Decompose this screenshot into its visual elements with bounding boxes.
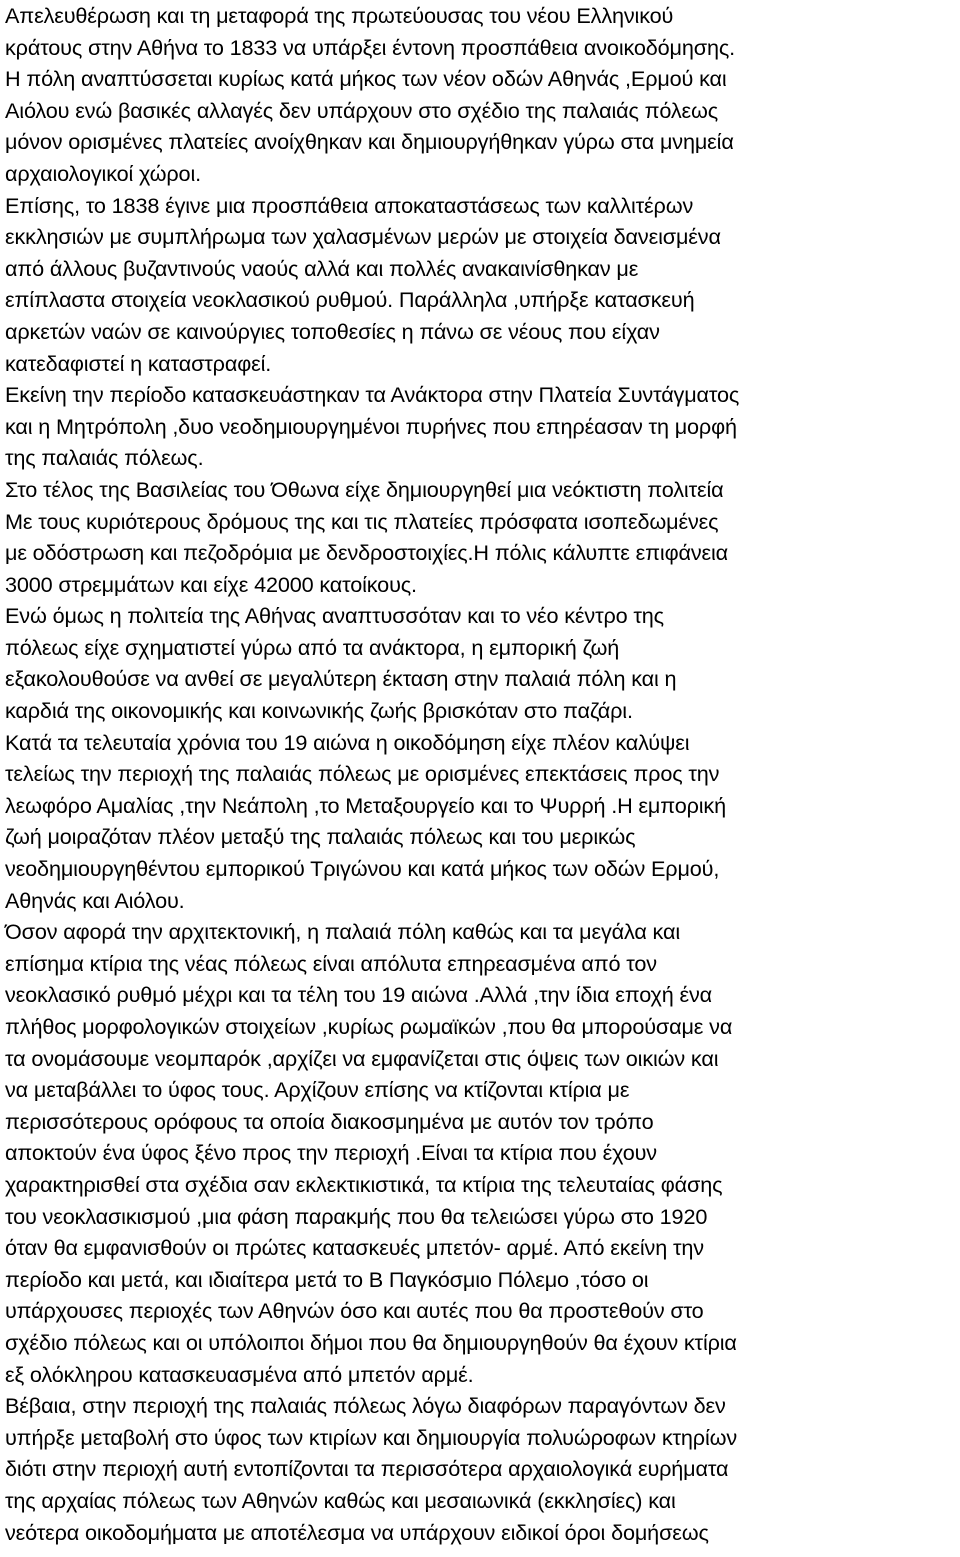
text-line: νεότερα οικοδομήματα με αποτέλεσμα να υπάρχουν ειδικοί όροι δομήσεως (5, 1519, 709, 1545)
text-line: Απελευθέρωση και τη μεταφορά της πρωτεύουσας του νέου Ελληνικού (5, 3, 674, 28)
text-line: και η Μητρόπολη ,δυο νεοδημιουργημένοι πυρήνες που επηρέασαν τη μορφή (5, 413, 737, 439)
text-line: υπήρξε μεταβολή στο ύφος των κτιρίων και δημιουργία πολυώροφων κτηρίων (5, 1424, 738, 1450)
text-line: του νεοκλασικισμού ,μια φάση παρακμής που θα τελειώσει γύρω στο 1920 (5, 1203, 708, 1229)
text-line: της αρχαίας πόλεως των Αθηνών καθώς και μεσαιωνικά (εκκλησίες) και (5, 1487, 676, 1513)
text-line: Επίσης, το 1838 έγινε μια προσπάθεια αποκαταστάσεως των καλλιτέρων (5, 192, 694, 218)
text-line: εξακολουθούσε να ανθεί σε μεγαλύτερη έκταση στην παλαιά πόλη και η (5, 666, 677, 692)
text-line: υπάρχουσες περιοχές των Αθηνών όσο και αυτές που θα προστεθούν στο (5, 1298, 704, 1324)
text-line: καρδιά της οικονομικής και κοινωνικής ζωής βρισκόταν στο παζάρι. (5, 698, 633, 724)
text-line: ζωή μοιραζόταν πλέον μεταξύ της παλαιάς πόλεως και του μερικώς (5, 824, 636, 850)
text-line: μόνον ορισμένες πλατείες ανοίχθηκαν και δημιουργήθηκαν γύρω στα μνημεία (5, 129, 734, 155)
text-line: να μεταβάλλει το ύφος τους. Αρχίζουν επίσης να κτίζονται κτίρια με (5, 1077, 630, 1103)
text-line: Αιόλου ενώ βασικές αλλαγές δεν υπάρχουν στο σχέδιο της παλαιάς πόλεως (5, 97, 719, 123)
text-line: τα ονομάσουμε νεομπαρόκ ,αρχίζει να εμφανίζεται στις όψεις των οικιών και (5, 1045, 719, 1071)
text-line: κράτους στην Αθήνα το 1833 να υπάρξει έντονη προσπάθεια ανοικοδόμησης. (5, 34, 736, 60)
text-line: αρκετών ναών σε καινούργιες τοποθεσίες η πάνω σε νέους που είχαν (5, 318, 660, 344)
text-line: πλήθος μορφολογικών στοιχείων ,κυρίως ρωμαϊκών ,που θα μπορούσαμε να (5, 1014, 733, 1039)
text-line: κατεδαφιστεί η καταστραφεί. (5, 350, 272, 376)
text-line: περίοδο και μετά, και ιδιαίτερα μετά το Β Παγκόσμιο Πόλεμο ,τόσο οι (5, 1266, 649, 1292)
text-line: τελείως την περιοχή της παλαιάς πόλεως με ορισμένες επεκτάσεις προς την (5, 761, 720, 787)
text-line: Αθηνάς και Αιόλου. (5, 887, 185, 913)
text-line: Ενώ όμως η πολιτεία της Αθήνας αναπτυσσόταν και το νέο κέντρο της (5, 603, 664, 629)
text-line: αποκτούν ένα ύφος ξένο προς την περιοχή .Είναι τα κτίρια που έχουν (5, 1140, 657, 1166)
text-line: Η πόλη αναπτύσσεται κυρίως κατά μήκος των νέον οδών Αθηνάς ,Ερμού και (5, 66, 727, 92)
text-line: χαρακτηρισθεί στα σχέδια σαν εκλεκτικιστικά, τα κτίρια της τελευταίας φάσης (5, 1171, 723, 1197)
document-page (5, 0, 960, 1548)
text-line: Εκείνη την περίοδο κατασκευάστηκαν τα Ανάκτορα στην Πλατεία Συντάγματος (5, 382, 740, 408)
text-line: Στο τέλος της Βασιλείας του Όθωνα είχε δημιουργηθεί μια νεόκτιστη πολιτεία (5, 476, 724, 502)
text-line: εκκλησιών με συμπλήρωμα των χαλασμένων μερών με στοιχεία δανεισμένα (5, 224, 721, 250)
text-line: Όσον αφορά την αρχιτεκτονική, η παλαιά πόλη καθώς και τα μεγάλα και (5, 919, 681, 945)
text-line: επίσημα κτίρια της νέας πόλεως είναι απόλυτα επηρεασμένα από τον (5, 950, 657, 976)
text-line: Βέβαια, στην περιοχή της παλαιάς πόλεως λόγω διαφόρων παραγόντων δεν (5, 1393, 726, 1419)
text-line: αρχαιολογικοί χώροι. (5, 160, 201, 186)
text-line: περισσότερους ορόφους τα οποία διακοσμημένα με αυτόν τον τρόπο (5, 1108, 654, 1134)
text-line: εξ ολόκληρου κατασκευασμένα από μπετόν αρμέ. (5, 1361, 474, 1387)
text-line: όταν θα εμφανισθούν οι πρώτες κατασκευές μπετόν- αρμέ. Από εκείνη την (5, 1235, 704, 1261)
text-line: Κατά τα τελευταία χρόνια του 19 αιώνα η οικοδόμηση είχε πλέον καλύψει (5, 729, 690, 755)
text-line: πόλεως είχε σχηματιστεί γύρω από τα ανάκτορα, η εμπορική ζωή (5, 634, 620, 660)
text-line: επίπλαστα στοιχεία νεοκλασικού ρυθμού. Παράλληλα ,υπήρξε κατασκευή (5, 287, 695, 313)
text-line: Με τους κυριότερους δρόμους της και τις πλατείες πρόσφατα ισοπεδωμένες (5, 508, 719, 534)
text-line: νεοκλασικό ρυθμό μέχρι και τα τέλη του 19 αιώνα .Αλλά ,την ίδια εποχή ένα (5, 982, 713, 1008)
text-line: από άλλους βυζαντινούς ναούς αλλά και πολλές ανακαινίσθηκαν με (5, 255, 639, 281)
text-line: με οδόστρωση και πεζοδρόμια με δενδροστοιχίες.Η πόλις κάλυπτε επιφάνεια (5, 540, 729, 566)
text-line: 3000 στρεμμάτων και είχε 42000 κατοίκους. (5, 571, 417, 597)
text-line: της παλαιάς πόλεως. (5, 445, 204, 471)
text-line: νεοδημιουργηθέντου εμπορικού Τριγώνου και κατά μήκος των οδών Ερμού, (5, 856, 720, 882)
text-line: λεωφόρο Αμαλίας ,την Νεάπολη ,το Μεταξουργείο και το Ψυρρή .Η εμπορική (5, 792, 726, 818)
text-line: σχέδιο πόλεως και οι υπόλοιποι δήμοι που θα δημιουργηθούν θα έχουν κτίρια (5, 1329, 737, 1355)
text-line: διότι στην περιοχή αυτή εντοπίζονται τα περισσότερα αρχαιολογικά ευρήματα (5, 1456, 729, 1482)
